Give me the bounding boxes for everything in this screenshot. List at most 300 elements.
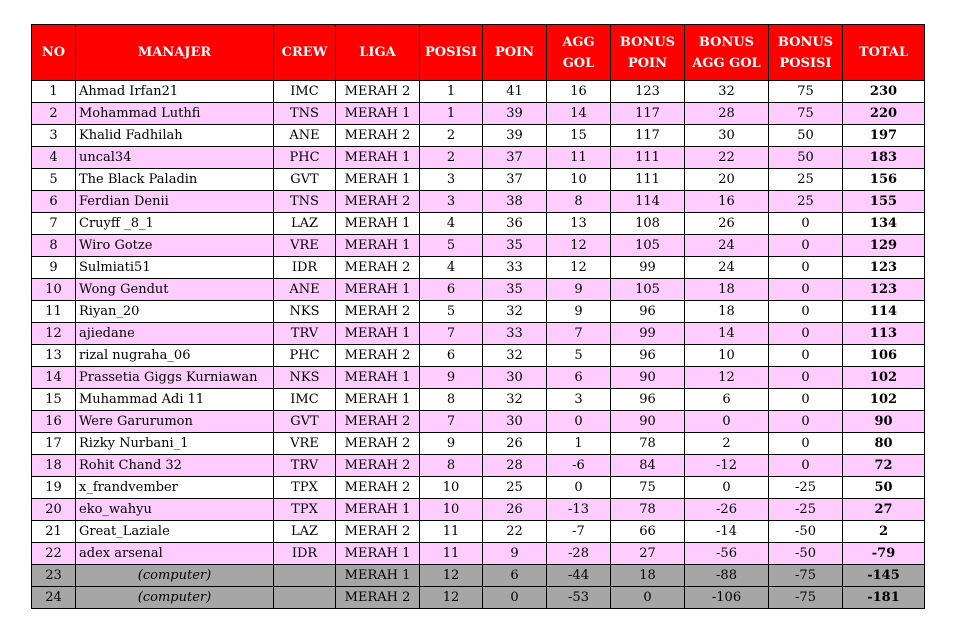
- crew-cell: GVT: [274, 411, 336, 433]
- bonus-poin-cell: 84: [611, 455, 685, 477]
- total-cell: 220: [843, 103, 925, 125]
- table-row: [32, 411, 925, 433]
- crew-cell: PHC: [274, 147, 336, 169]
- poin-cell: 35: [483, 279, 547, 301]
- manajer-cell: Wong Gendut: [76, 279, 274, 301]
- table-row: [32, 565, 925, 587]
- total-cell: 123: [843, 257, 925, 279]
- agg-gol-cell: 10: [547, 169, 611, 191]
- no-cell: 12: [32, 323, 76, 345]
- agg-gol-cell: 6: [547, 367, 611, 389]
- manajer-cell: x_frandvember: [76, 477, 274, 499]
- no-cell: 16: [32, 411, 76, 433]
- liga-cell: MERAH 1: [336, 169, 420, 191]
- bonus-posisi-cell: 0: [769, 279, 843, 301]
- no-cell: 3: [32, 125, 76, 147]
- total-cell: 113: [843, 323, 925, 345]
- poin-cell: 38: [483, 191, 547, 213]
- total-cell: 134: [843, 213, 925, 235]
- table-row: [32, 345, 925, 367]
- bonus-agg-gol-cell: -14: [685, 521, 769, 543]
- bonus-poin-cell: 90: [611, 367, 685, 389]
- bonus-poin-cell: 108: [611, 213, 685, 235]
- bonus-posisi-cell: 0: [769, 301, 843, 323]
- agg-gol-cell: -28: [547, 543, 611, 565]
- table-row: [32, 367, 925, 389]
- poin-cell: 26: [483, 433, 547, 455]
- posisi-cell: 3: [420, 191, 483, 213]
- crew-cell: ANE: [274, 125, 336, 147]
- table-row: [32, 521, 925, 543]
- poin-cell: 22: [483, 521, 547, 543]
- total-cell: 129: [843, 235, 925, 257]
- table-row: [32, 125, 925, 147]
- liga-cell: MERAH 1: [336, 235, 420, 257]
- table-row: [32, 257, 925, 279]
- bonus-agg-gol-cell: 18: [685, 301, 769, 323]
- bonus-agg-gol-cell: -56: [685, 543, 769, 565]
- liga-cell: MERAH 1: [336, 565, 420, 587]
- crew-cell: VRE: [274, 433, 336, 455]
- posisi-cell: 10: [420, 477, 483, 499]
- bonus-agg-gol-cell: 26: [685, 213, 769, 235]
- total-cell: 2: [843, 521, 925, 543]
- agg-gol-cell: -53: [547, 587, 611, 609]
- bonus-agg-gol-cell: 30: [685, 125, 769, 147]
- crew-cell: PHC: [274, 345, 336, 367]
- agg-gol-cell: 1: [547, 433, 611, 455]
- poin-cell: 9: [483, 543, 547, 565]
- no-cell: 19: [32, 477, 76, 499]
- poin-cell: 39: [483, 103, 547, 125]
- header-agg-gol: AGG GOL: [547, 25, 611, 81]
- poin-cell: 41: [483, 81, 547, 103]
- liga-cell: MERAH 1: [336, 389, 420, 411]
- posisi-cell: 2: [420, 147, 483, 169]
- manajer-cell: Ahmad Irfan21: [76, 81, 274, 103]
- total-cell: 230: [843, 81, 925, 103]
- bonus-posisi-cell: 0: [769, 213, 843, 235]
- no-cell: 10: [32, 279, 76, 301]
- bonus-posisi-cell: -50: [769, 521, 843, 543]
- agg-gol-cell: 13: [547, 213, 611, 235]
- posisi-cell: 4: [420, 213, 483, 235]
- agg-gol-cell: 3: [547, 389, 611, 411]
- liga-cell: MERAH 1: [336, 147, 420, 169]
- bonus-agg-gol-cell: 14: [685, 323, 769, 345]
- manajer-cell: Mohammad Luthfi: [76, 103, 274, 125]
- agg-gol-cell: -6: [547, 455, 611, 477]
- bonus-agg-gol-cell: 12: [685, 367, 769, 389]
- crew-cell: IMC: [274, 81, 336, 103]
- manajer-cell: uncal34: [76, 147, 274, 169]
- poin-cell: 32: [483, 389, 547, 411]
- total-cell: 90: [843, 411, 925, 433]
- poin-cell: 30: [483, 411, 547, 433]
- table-row: [32, 455, 925, 477]
- crew-cell: VRE: [274, 235, 336, 257]
- bonus-poin-cell: 18: [611, 565, 685, 587]
- agg-gol-cell: 12: [547, 257, 611, 279]
- manajer-cell: The Black Paladin: [76, 169, 274, 191]
- liga-cell: MERAH 1: [336, 279, 420, 301]
- posisi-cell: 5: [420, 235, 483, 257]
- agg-gol-cell: 14: [547, 103, 611, 125]
- total-cell: 50: [843, 477, 925, 499]
- liga-cell: MERAH 2: [336, 433, 420, 455]
- bonus-poin-cell: 27: [611, 543, 685, 565]
- posisi-cell: 4: [420, 257, 483, 279]
- bonus-posisi-cell: -50: [769, 543, 843, 565]
- manajer-cell: Prassetia Giggs Kurniawan: [76, 367, 274, 389]
- posisi-cell: 7: [420, 323, 483, 345]
- manajer-cell: rizal nugraha_06: [76, 345, 274, 367]
- total-cell: 27: [843, 499, 925, 521]
- manajer-cell: (computer): [76, 565, 274, 587]
- crew-cell: TRV: [274, 455, 336, 477]
- posisi-cell: 11: [420, 521, 483, 543]
- bonus-posisi-cell: 75: [769, 103, 843, 125]
- total-cell: 72: [843, 455, 925, 477]
- posisi-cell: 9: [420, 367, 483, 389]
- bonus-agg-gol-cell: 2: [685, 433, 769, 455]
- bonus-poin-cell: 90: [611, 411, 685, 433]
- bonus-posisi-cell: 25: [769, 191, 843, 213]
- liga-cell: MERAH 1: [336, 543, 420, 565]
- liga-cell: MERAH 1: [336, 367, 420, 389]
- liga-cell: MERAH 2: [336, 125, 420, 147]
- bonus-posisi-cell: 50: [769, 147, 843, 169]
- table-row: [32, 301, 925, 323]
- crew-cell: TPX: [274, 477, 336, 499]
- manajer-cell: Muhammad Adi 11: [76, 389, 274, 411]
- bonus-posisi-cell: 0: [769, 455, 843, 477]
- bonus-agg-gol-cell: 22: [685, 147, 769, 169]
- poin-cell: 0: [483, 587, 547, 609]
- bonus-posisi-cell: 0: [769, 389, 843, 411]
- posisi-cell: 1: [420, 103, 483, 125]
- crew-cell: [274, 587, 336, 609]
- bonus-poin-cell: 105: [611, 279, 685, 301]
- header-crew: CREW: [274, 25, 336, 81]
- bonus-posisi-cell: 0: [769, 345, 843, 367]
- manajer-cell: Great_Laziale: [76, 521, 274, 543]
- no-cell: 9: [32, 257, 76, 279]
- standings-table: [31, 24, 925, 609]
- agg-gol-cell: 8: [547, 191, 611, 213]
- bonus-poin-cell: 66: [611, 521, 685, 543]
- liga-cell: MERAH 2: [336, 455, 420, 477]
- total-cell: 123: [843, 279, 925, 301]
- bonus-agg-gol-cell: -88: [685, 565, 769, 587]
- table-row: [32, 103, 925, 125]
- agg-gol-cell: 16: [547, 81, 611, 103]
- no-cell: 2: [32, 103, 76, 125]
- crew-cell: LAZ: [274, 213, 336, 235]
- bonus-posisi-cell: 25: [769, 169, 843, 191]
- bonus-agg-gol-cell: -106: [685, 587, 769, 609]
- posisi-cell: 1: [420, 81, 483, 103]
- agg-gol-cell: 9: [547, 279, 611, 301]
- total-cell: 102: [843, 389, 925, 411]
- manajer-cell: Khalid Fadhilah: [76, 125, 274, 147]
- no-cell: 4: [32, 147, 76, 169]
- no-cell: 21: [32, 521, 76, 543]
- bonus-poin-cell: 99: [611, 323, 685, 345]
- liga-cell: MERAH 2: [336, 257, 420, 279]
- bonus-agg-gol-cell: 28: [685, 103, 769, 125]
- bonus-poin-cell: 78: [611, 499, 685, 521]
- agg-gol-cell: 0: [547, 411, 611, 433]
- bonus-agg-gol-cell: 32: [685, 81, 769, 103]
- poin-cell: 37: [483, 147, 547, 169]
- manajer-cell: eko_wahyu: [76, 499, 274, 521]
- header-row: [32, 25, 925, 81]
- no-cell: 22: [32, 543, 76, 565]
- manajer-cell: Riyan_20: [76, 301, 274, 323]
- table-row: [32, 477, 925, 499]
- liga-cell: MERAH 2: [336, 587, 420, 609]
- no-cell: 11: [32, 301, 76, 323]
- poin-cell: 39: [483, 125, 547, 147]
- poin-cell: 6: [483, 565, 547, 587]
- poin-cell: 36: [483, 213, 547, 235]
- crew-cell: TNS: [274, 103, 336, 125]
- header-no: NO: [32, 25, 76, 81]
- no-cell: 14: [32, 367, 76, 389]
- table-row: [32, 279, 925, 301]
- bonus-poin-cell: 111: [611, 169, 685, 191]
- crew-cell: TPX: [274, 499, 336, 521]
- bonus-posisi-cell: -75: [769, 587, 843, 609]
- poin-cell: 32: [483, 301, 547, 323]
- table-row: [32, 213, 925, 235]
- bonus-poin-cell: 75: [611, 477, 685, 499]
- posisi-cell: 5: [420, 301, 483, 323]
- bonus-agg-gol-cell: 16: [685, 191, 769, 213]
- bonus-poin-cell: 0: [611, 587, 685, 609]
- bonus-agg-gol-cell: 24: [685, 257, 769, 279]
- no-cell: 1: [32, 81, 76, 103]
- total-cell: 106: [843, 345, 925, 367]
- no-cell: 8: [32, 235, 76, 257]
- bonus-posisi-cell: 0: [769, 411, 843, 433]
- manajer-cell: Were Garurumon: [76, 411, 274, 433]
- no-cell: 15: [32, 389, 76, 411]
- poin-cell: 32: [483, 345, 547, 367]
- bonus-poin-cell: 96: [611, 301, 685, 323]
- table-row: [32, 169, 925, 191]
- liga-cell: MERAH 2: [336, 521, 420, 543]
- no-cell: 23: [32, 565, 76, 587]
- no-cell: 6: [32, 191, 76, 213]
- poin-cell: 30: [483, 367, 547, 389]
- manajer-cell: Rohit Chand 32: [76, 455, 274, 477]
- liga-cell: MERAH 2: [336, 411, 420, 433]
- no-cell: 7: [32, 213, 76, 235]
- liga-cell: MERAH 2: [336, 301, 420, 323]
- total-cell: 102: [843, 367, 925, 389]
- agg-gol-cell: 12: [547, 235, 611, 257]
- no-cell: 5: [32, 169, 76, 191]
- table-row: [32, 323, 925, 345]
- agg-gol-cell: 7: [547, 323, 611, 345]
- agg-gol-cell: -7: [547, 521, 611, 543]
- standings-body: [32, 81, 925, 609]
- manajer-cell: Wiro Gotze: [76, 235, 274, 257]
- liga-cell: MERAH 1: [336, 499, 420, 521]
- table-row: [32, 433, 925, 455]
- posisi-cell: 7: [420, 411, 483, 433]
- crew-cell: NKS: [274, 367, 336, 389]
- table-row: [32, 543, 925, 565]
- crew-cell: TNS: [274, 191, 336, 213]
- bonus-agg-gol-cell: 0: [685, 477, 769, 499]
- bonus-posisi-cell: 0: [769, 235, 843, 257]
- table-row: [32, 389, 925, 411]
- table-row: [32, 191, 925, 213]
- posisi-cell: 6: [420, 279, 483, 301]
- total-cell: 155: [843, 191, 925, 213]
- crew-cell: NKS: [274, 301, 336, 323]
- manajer-cell: Rizky Nurbani_1: [76, 433, 274, 455]
- bonus-agg-gol-cell: 0: [685, 411, 769, 433]
- bonus-posisi-cell: -25: [769, 477, 843, 499]
- bonus-agg-gol-cell: 20: [685, 169, 769, 191]
- no-cell: 20: [32, 499, 76, 521]
- bonus-posisi-cell: 75: [769, 81, 843, 103]
- agg-gol-cell: 15: [547, 125, 611, 147]
- manajer-cell: Cruyff _8_1: [76, 213, 274, 235]
- header-bonus-poin: BONUS POIN: [611, 25, 685, 81]
- liga-cell: MERAH 2: [336, 345, 420, 367]
- agg-gol-cell: 9: [547, 301, 611, 323]
- posisi-cell: 11: [420, 543, 483, 565]
- table-row: [32, 147, 925, 169]
- bonus-poin-cell: 111: [611, 147, 685, 169]
- bonus-posisi-cell: -25: [769, 499, 843, 521]
- table-row: [32, 587, 925, 609]
- poin-cell: 25: [483, 477, 547, 499]
- table-row: [32, 81, 925, 103]
- posisi-cell: 8: [420, 455, 483, 477]
- bonus-poin-cell: 117: [611, 103, 685, 125]
- total-cell: 80: [843, 433, 925, 455]
- crew-cell: IDR: [274, 543, 336, 565]
- posisi-cell: 9: [420, 433, 483, 455]
- agg-gol-cell: -13: [547, 499, 611, 521]
- crew-cell: [274, 565, 336, 587]
- liga-cell: MERAH 2: [336, 477, 420, 499]
- no-cell: 17: [32, 433, 76, 455]
- bonus-posisi-cell: 0: [769, 323, 843, 345]
- bonus-poin-cell: 96: [611, 345, 685, 367]
- manajer-cell: Sulmiati51: [76, 257, 274, 279]
- crew-cell: GVT: [274, 169, 336, 191]
- posisi-cell: 12: [420, 587, 483, 609]
- crew-cell: IDR: [274, 257, 336, 279]
- table-row: [32, 235, 925, 257]
- bonus-posisi-cell: -75: [769, 565, 843, 587]
- bonus-posisi-cell: 0: [769, 433, 843, 455]
- bonus-poin-cell: 117: [611, 125, 685, 147]
- poin-cell: 33: [483, 323, 547, 345]
- poin-cell: 35: [483, 235, 547, 257]
- manajer-cell: Ferdian Denii: [76, 191, 274, 213]
- crew-cell: IMC: [274, 389, 336, 411]
- manajer-cell: adex arsenal: [76, 543, 274, 565]
- liga-cell: MERAH 2: [336, 191, 420, 213]
- total-cell: -79: [843, 543, 925, 565]
- agg-gol-cell: -44: [547, 565, 611, 587]
- bonus-agg-gol-cell: 18: [685, 279, 769, 301]
- posisi-cell: 2: [420, 125, 483, 147]
- posisi-cell: 10: [420, 499, 483, 521]
- bonus-agg-gol-cell: 6: [685, 389, 769, 411]
- bonus-agg-gol-cell: 10: [685, 345, 769, 367]
- header-posisi: POSISI: [420, 25, 483, 81]
- poin-cell: 33: [483, 257, 547, 279]
- poin-cell: 26: [483, 499, 547, 521]
- bonus-poin-cell: 123: [611, 81, 685, 103]
- bonus-poin-cell: 78: [611, 433, 685, 455]
- total-cell: 114: [843, 301, 925, 323]
- crew-cell: LAZ: [274, 521, 336, 543]
- no-cell: 13: [32, 345, 76, 367]
- bonus-agg-gol-cell: -26: [685, 499, 769, 521]
- bonus-posisi-cell: 0: [769, 257, 843, 279]
- posisi-cell: 8: [420, 389, 483, 411]
- poin-cell: 28: [483, 455, 547, 477]
- header-manajer: MANAJER: [76, 25, 274, 81]
- liga-cell: MERAH 1: [336, 213, 420, 235]
- crew-cell: TRV: [274, 323, 336, 345]
- bonus-poin-cell: 96: [611, 389, 685, 411]
- header-liga: LIGA: [336, 25, 420, 81]
- crew-cell: ANE: [274, 279, 336, 301]
- header-poin: POIN: [483, 25, 547, 81]
- posisi-cell: 12: [420, 565, 483, 587]
- bonus-posisi-cell: 50: [769, 125, 843, 147]
- header-total: TOTAL: [843, 25, 925, 81]
- header-bonus-agg-gol: BONUS AGG GOL: [685, 25, 769, 81]
- agg-gol-cell: 0: [547, 477, 611, 499]
- posisi-cell: 3: [420, 169, 483, 191]
- no-cell: 18: [32, 455, 76, 477]
- agg-gol-cell: 11: [547, 147, 611, 169]
- posisi-cell: 6: [420, 345, 483, 367]
- bonus-agg-gol-cell: -12: [685, 455, 769, 477]
- total-cell: 197: [843, 125, 925, 147]
- poin-cell: 37: [483, 169, 547, 191]
- table-row: [32, 499, 925, 521]
- manajer-cell: ajiedane: [76, 323, 274, 345]
- bonus-poin-cell: 114: [611, 191, 685, 213]
- bonus-poin-cell: 105: [611, 235, 685, 257]
- liga-cell: MERAH 1: [336, 323, 420, 345]
- agg-gol-cell: 5: [547, 345, 611, 367]
- total-cell: -181: [843, 587, 925, 609]
- liga-cell: MERAH 1: [336, 103, 420, 125]
- no-cell: 24: [32, 587, 76, 609]
- total-cell: -145: [843, 565, 925, 587]
- total-cell: 183: [843, 147, 925, 169]
- header-bonus-posisi: BONUS POSISI: [769, 25, 843, 81]
- bonus-agg-gol-cell: 24: [685, 235, 769, 257]
- bonus-posisi-cell: 0: [769, 367, 843, 389]
- total-cell: 156: [843, 169, 925, 191]
- liga-cell: MERAH 2: [336, 81, 420, 103]
